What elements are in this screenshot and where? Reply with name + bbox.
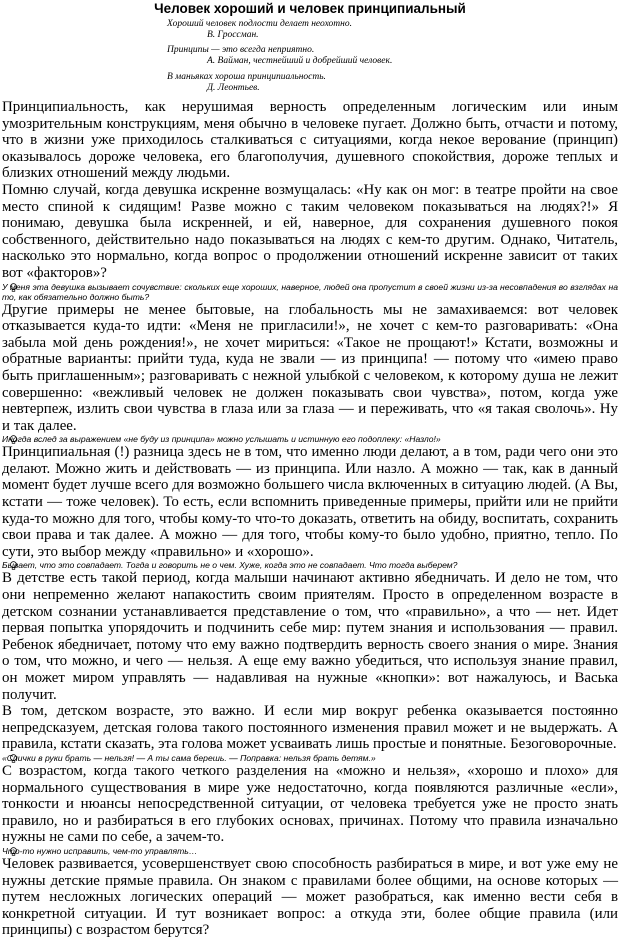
light-bulb-icon: [9, 754, 18, 763]
epigraph-quote: Принципы — это всегда неприятно.: [167, 45, 315, 55]
side-note: [0, 434, 620, 444]
side-note-text: Бывает, что это совпадает. Тогда и говорить не о чем. Хуже, когда это не совпадает. Что тогда выберем?: [2, 560, 458, 571]
side-note-text: Что-то нужно исправить, чем-то управлять…: [2, 845, 198, 856]
side-note: [0, 846, 620, 856]
epigraph-author: Д. Леонтьев.: [207, 83, 260, 93]
article-body: [0, 99, 620, 939]
paragraph: Помню случай, когда девушка искренне возмущалась: «Ну как он мог: в театре пройти на свое место спиной к сидящим! Разве можно с таким человеком показываться на людях?!» Я понимаю, девушка была искренней, и ей, наверное, для сохранения душевного покоя собственного, действительно надо показываться на людях с кем-то другим. Однако, Читатель, насколько это нормально, когда вопрос о продолжении отношений искренне зависит от таких вот «факторов»?: [2, 181, 618, 281]
paragraph-text: , потом, когда уже невтерпеж, излить свои чувства в глаза или за глаза — и переживать, что «я такая сволочь». Ну и так далее.: [2, 384, 619, 434]
epigraph-author: А. Вайман, честнейший и добрейший человек.: [207, 56, 393, 66]
paragraph: В детстве есть такой период, когда малыши начинают активно ябедничать. И дело не том, что они непременно желают напакостить своим приятелям. Просто в определенном возрасте в детском сознании устанавливается представление о том, что «правильно», а что — нет. Идет первая попытка упорядочить и подчинить себе мир: путем знания и использования — правил. Ребенок ябедничает, потому что ему важно подтвердить верность своего знания о мире. Знания о том, что можно, и чего — нельзя. А еще ему важно убедиться, что используя знание правил, он может миром управлять — надавливая на нужные «кнопки»: вот нажалуюсь, и Васька получит.: [2, 570, 618, 703]
paragraph: Человек развивается, усовершенствует свою способность разбираться в мире, и вот уже ему не нужны детские прямые правила. Он знаком с правилами более общими, на основе которых — путем несложных логических операций — может разобраться, как именно вести себя в конкретной ситуации. И тут возникает вопрос: а откуда эти, более общие правила (или принципы) с возрастом берутся?: [2, 855, 618, 939]
light-bulb-icon: [9, 435, 18, 444]
epigraph-3: [167, 72, 607, 94]
side-note-text: Иногда вслед за выражением «не буду из принципа» можно услышать и истинную его подоплеку: «Назло!»: [2, 434, 441, 445]
epigraph-quote: Хороший человек подлости делает неохотно.: [167, 19, 353, 29]
light-bulb-icon: [9, 847, 18, 856]
light-bulb-icon: [9, 283, 18, 292]
side-note-text: «Спички в руки брать — нельзя! — А ты сама берешь. — Поправка: нельзя брать детям.»: [2, 752, 376, 763]
side-note: [0, 753, 620, 763]
side-note: [0, 560, 620, 570]
side-note: [0, 282, 620, 302]
paragraph: Принципиальность, как нерушимая верность определенным логическим или иным умозрительным конструкциям, меня обычно в человеке пугает. Должно быть, отчасти и потому, что в жизни уже приходилось сталкиваться с ситуациями, когда некое верование (принцип) оказывалось дороже человека, его благополучия, душевного спокойствия, дороже теплых и близких отношений между людьми.: [2, 99, 618, 182]
epigraph-quote: В маньяках хороша принципиальность.: [167, 72, 326, 82]
paragraph: [0, 302, 620, 435]
paragraph-text: Другие примеры не менее бытовые, на глобальность мы не замахиваемся: вот человек отказывается куда-то идти: «Меня не пригласили!», не хочет с кем-то разговаривать: «Она забыла мой день рождения!», не хочет мириться: «Такое не прощают!» Кстати, возможны и обратные варианты: прийти туда, куда не звали — из принципа! — потому что «имею право быть приглашенным»; разговаривать с нежной улыбкой с человеком, к которому душа не лежит совершенно: «вежливый человек не должен показывать свои чувства»: [2, 301, 618, 401]
epigraph-author: В. Гроссман.: [207, 30, 259, 40]
side-note-text: У меня эта девушка вызывает сочувствие: скольких еще хороших, наверное, людей она пропустит в своей жизни из-за несовпадения во взглядах на то, как обязательно должно быть?: [2, 281, 618, 302]
page-title: Человек хороший и человек принципиальный: [154, 1, 466, 16]
epigraph-2: [167, 45, 607, 67]
paragraph: В том, детском возрасте, это важно. И если мир вокруг ребенка оказывается постоянно непредсказуем, детская голова такого постоянного изменения правил может и не выдержать. А правила, кстати сказать, эта голова может усваивать лишь простые и понятные. Безоговорочные.: [2, 703, 618, 753]
epigraph-1: [167, 19, 607, 41]
paragraph: Принципиальная (!) разница здесь не в том, что именно люди делают, а в том, ради чего они это делают. Можно жить и действовать — из принципа. Или назло. А можно — так, как в данный момент будет лучше всего для возможно большего числа включенных в ситуацию людей. (А Вы, кстати — тоже человек). То есть, если вспомнить приведенные примеры, прийти или не прийти куда-то можно для того, чтобы кому-то что-то доказать, ответить на обиду, воспитать, сохранить свои права и так далее. А можно — для того, чтобы кому-то было удобно, приятно, тепло. По сути, это выбор между «правильно» и «хорошо».: [2, 444, 618, 560]
light-bulb-icon: [9, 561, 18, 570]
paragraph: С возрастом, когда такого четкого разделения на «можно и нельзя», «хорошо и плохо» для нормального существования в мире уже недостаточно, когда появляются различные «если», тонкости и нюансы непосредственной ситуации, от человека требуется уже не просто знать правило, но и разбираться в его глубоких основах, причинах. Потому что правила изначально нужны не сами по себе, а зачем-то.: [2, 762, 618, 846]
